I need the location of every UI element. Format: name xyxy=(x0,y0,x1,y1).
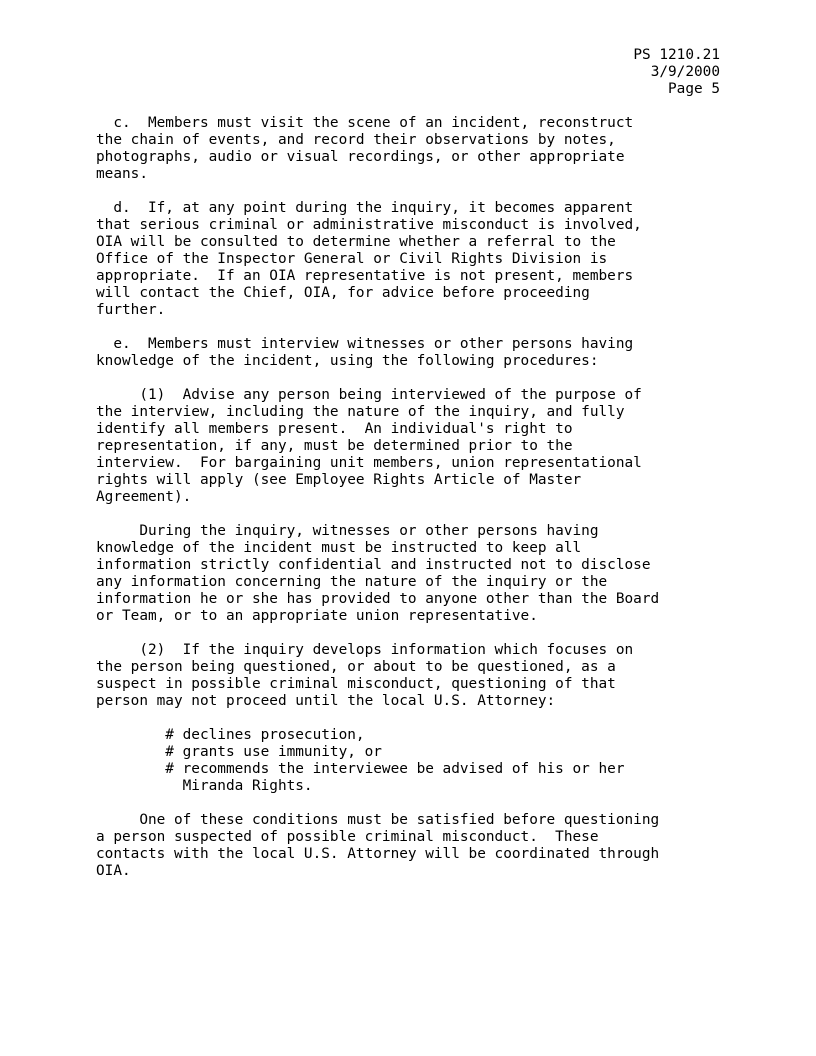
paragraph-e1 xyxy=(96,387,736,506)
text-line: or Team, or to an appropriate union representative. xyxy=(96,608,538,624)
text-line: further. xyxy=(96,302,166,318)
text-line: (2) If the inquiry develops information which focuses on xyxy=(96,642,634,658)
list-item-continuation: Miranda Rights. xyxy=(96,778,313,794)
text-line: the person being questioned, or about to be questioned, as a xyxy=(96,659,616,675)
paragraph-e2 xyxy=(96,642,736,710)
list-item: # grants use immunity, or xyxy=(96,744,382,760)
text-line: representation, if any, must be determined prior to the xyxy=(96,438,573,454)
text-line: OIA. xyxy=(96,863,131,879)
text-line: the chain of events, and record their observations by notes, xyxy=(96,132,616,148)
text-line: During the inquiry, witnesses or other persons having xyxy=(96,523,599,539)
text-line: will contact the Chief, OIA, for advice before proceeding xyxy=(96,285,590,301)
page-header xyxy=(633,47,720,98)
text-line: any information concerning the nature of the inquiry or the xyxy=(96,574,608,590)
paragraph-confidentiality xyxy=(96,523,736,625)
text-line: (1) Advise any person being interviewed of the purpose of xyxy=(96,387,642,403)
text-line: c. Members must visit the scene of an incident, reconstruct xyxy=(96,115,634,131)
text-line: that serious criminal or administrative misconduct is involved, xyxy=(96,217,642,233)
text-line: knowledge of the incident, using the following procedures: xyxy=(96,353,599,369)
paragraph-d xyxy=(96,200,736,319)
text-line: rights will apply (see Employee Rights Article of Master xyxy=(96,472,582,488)
paragraph-conditions xyxy=(96,812,736,880)
text-line: the interview, including the nature of the inquiry, and fully xyxy=(96,404,625,420)
text-line: identify all members present. An individual's right to xyxy=(96,421,573,437)
text-line: information strictly confidential and instructed not to disclose xyxy=(96,557,651,573)
text-line: person may not proceed until the local U.S. Attorney: xyxy=(96,693,556,709)
document-body xyxy=(96,115,736,880)
text-line: photographs, audio or visual recordings, or other appropriate xyxy=(96,149,625,165)
list-item: # declines prosecution, xyxy=(96,727,365,743)
text-line: appropriate. If an OIA representative is not present, members xyxy=(96,268,634,284)
paragraph-c xyxy=(96,115,736,183)
text-line: One of these conditions must be satisfied before questioning xyxy=(96,812,660,828)
document-number: PS 1210.21 xyxy=(633,47,720,63)
page-number: Page 5 xyxy=(668,81,720,97)
text-line: Office of the Inspector General or Civil Rights Division is xyxy=(96,251,608,267)
text-line: means. xyxy=(96,166,148,182)
text-line: knowledge of the incident must be instructed to keep all xyxy=(96,540,582,556)
document-date: 3/9/2000 xyxy=(650,64,720,80)
text-line: contacts with the local U.S. Attorney will be coordinated through xyxy=(96,846,660,862)
paragraph-e xyxy=(96,336,736,370)
text-line: a person suspected of possible criminal misconduct. These xyxy=(96,829,599,845)
text-line: suspect in possible criminal misconduct, questioning of that xyxy=(96,676,616,692)
bullet-list xyxy=(96,727,736,795)
text-line: Agreement). xyxy=(96,489,192,505)
text-line: e. Members must interview witnesses or other persons having xyxy=(96,336,634,352)
text-line: d. If, at any point during the inquiry, it becomes apparent xyxy=(96,200,634,216)
list-item: # recommends the interviewee be advised of his or her xyxy=(96,761,625,777)
text-line: interview. For bargaining unit members, union representational xyxy=(96,455,642,471)
text-line: information he or she has provided to anyone other than the Board xyxy=(96,591,660,607)
text-line: OIA will be consulted to determine whether a referral to the xyxy=(96,234,616,250)
